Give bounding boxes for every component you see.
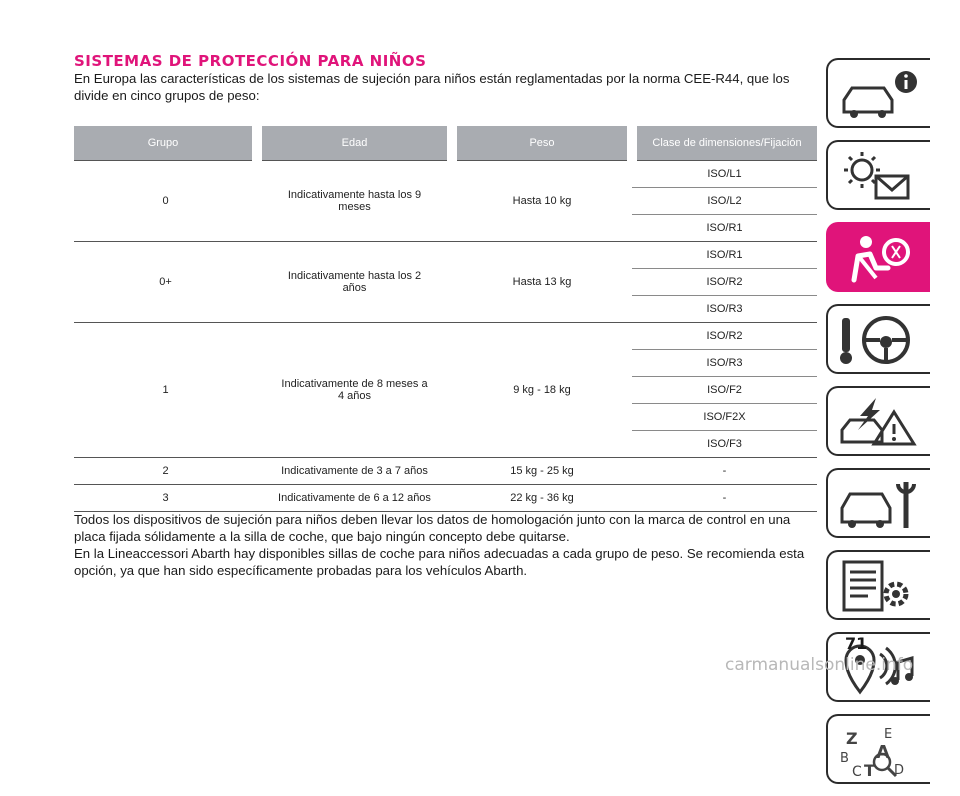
cell-peso: Hasta 13 kg — [452, 242, 632, 323]
header-edad: Edad — [257, 126, 452, 161]
index-letter: Z — [846, 729, 858, 748]
header-peso: Peso — [452, 126, 632, 161]
cell-clase: - — [632, 485, 817, 512]
header-grupo: Grupo — [74, 126, 257, 161]
cell-clase: ISO/R1 — [632, 242, 817, 269]
cell-clase: ISO/L2 — [632, 188, 817, 215]
outro-paragraph-2: En la Lineaccessori Abarth hay disponibles sillas de coche para niños adecuadas a cada grupo de peso. Se recomienda esta opción, ya que han sido específicamente probadas para los vehículos Abarth. — [74, 546, 805, 578]
breakdown-warning-icon — [836, 394, 924, 452]
cell-grupo: 1 — [74, 323, 257, 458]
tab-warning-lights[interactable] — [826, 140, 930, 210]
index-letter: D — [894, 763, 905, 778]
cell-edad: Indicativamente de 3 a 7 años — [257, 458, 452, 485]
cell-edad: Indicativamente de 6 a 12 años — [257, 485, 452, 512]
cell-peso: 15 kg - 25 kg — [452, 458, 632, 485]
cell-edad: Indicativamente hasta los 9 meses — [257, 161, 452, 242]
index-letter: E — [884, 727, 893, 742]
table-row — [74, 161, 817, 188]
table-header-row — [74, 126, 817, 161]
cell-clase: ISO/L1 — [632, 161, 817, 188]
car-info-icon — [836, 66, 924, 124]
cell-clase: ISO/R1 — [632, 215, 817, 242]
cell-clase: ISO/R2 — [632, 269, 817, 296]
cell-grupo: 0+ — [74, 242, 257, 323]
cell-clase: ISO/R3 — [632, 296, 817, 323]
seat-safety-airbag-icon — [836, 230, 924, 288]
car-maintenance-icon — [836, 476, 924, 534]
header-clase: Clase de dimensiones/Fijación — [632, 126, 817, 161]
outro-paragraph-1: Todos los dispositivos de sujeción para niños deben llevar los datos de homologación junto con la marca de control en una placa fijada sólidamente a la silla de coche, que bajo ningún concepto debe quitarse. — [74, 512, 791, 544]
cell-clase: ISO/R3 — [632, 350, 817, 377]
closing-text — [74, 511, 814, 579]
child-restraint-table — [74, 126, 817, 512]
index-letter: C — [852, 764, 862, 780]
cell-peso: Hasta 10 kg — [452, 161, 632, 242]
table-row — [74, 323, 817, 350]
tab-index[interactable] — [826, 714, 930, 784]
table-row — [74, 485, 817, 512]
cell-grupo: 3 — [74, 485, 257, 512]
key-steering-wheel-icon — [836, 312, 924, 370]
tab-maintenance[interactable] — [826, 468, 930, 538]
watermark: carmanualsonline.info — [725, 655, 914, 675]
cell-clase: ISO/R2 — [632, 323, 817, 350]
warning-lights-mail-icon — [836, 148, 924, 206]
cell-clase: - — [632, 458, 817, 485]
cell-clase: ISO/F2 — [632, 377, 817, 404]
cell-clase: ISO/F3 — [632, 431, 817, 458]
chapter-tabs — [826, 58, 930, 796]
cell-grupo: 2 — [74, 458, 257, 485]
table-row — [74, 458, 817, 485]
intro-paragraph: En Europa las características de los sistemas de sujeción para niños están reglamentadas por la norma CEE-R44, que los divide en cinco grupos de peso: — [74, 71, 790, 103]
technical-data-icon — [836, 558, 924, 616]
section-title: SISTEMAS DE PROTECCIÓN PARA NIÑOS — [74, 52, 427, 70]
index-alphabet-icon — [836, 722, 924, 780]
cell-grupo: 0 — [74, 161, 257, 242]
cell-edad: Indicativamente de 8 meses a 4 años — [257, 323, 452, 458]
index-letter: B — [840, 751, 849, 766]
index-letter: T — [864, 761, 875, 780]
index-letter: A — [876, 742, 890, 763]
tab-starting-driving[interactable] — [826, 304, 930, 374]
tab-emergency[interactable] — [826, 386, 930, 456]
table-row — [74, 242, 817, 269]
tab-technical-data[interactable] — [826, 550, 930, 620]
page-number: 71 — [845, 634, 868, 653]
cell-clase: ISO/F2X — [632, 404, 817, 431]
cell-edad: Indicativamente hasta los 2 años — [257, 242, 452, 323]
cell-peso: 9 kg - 18 kg — [452, 323, 632, 458]
table-body — [74, 161, 817, 512]
tab-seat-safety[interactable] — [826, 222, 930, 292]
cell-peso: 22 kg - 36 kg — [452, 485, 632, 512]
tab-car-info[interactable] — [826, 58, 930, 128]
